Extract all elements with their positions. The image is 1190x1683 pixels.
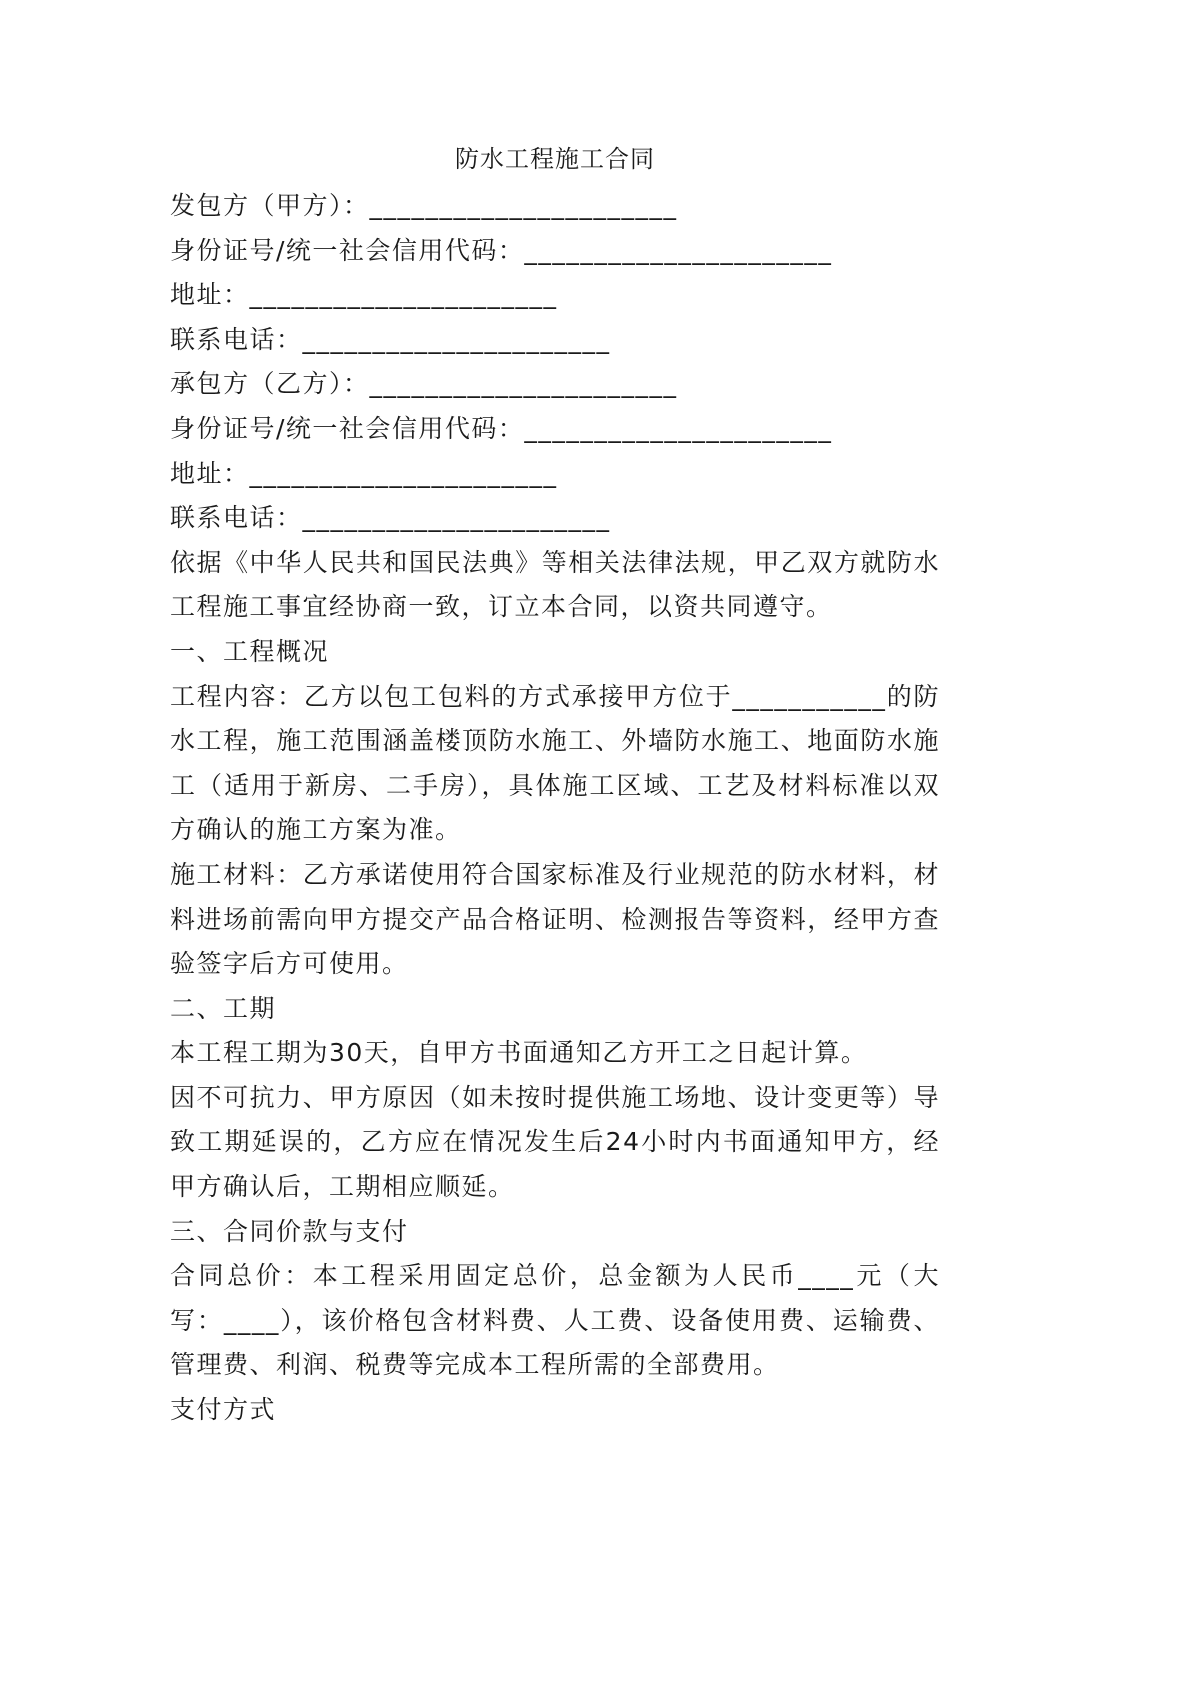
section-heading: 二、工期 [170, 993, 277, 1023]
party-a-name-field: 发包方（甲方）：______________________ [170, 191, 678, 220]
party-b-phone-field: 联系电话：______________________ [170, 503, 611, 533]
section-paragraph: 因不可抗力、甲方原因（如未按时提供施工场地、设计变更等）导致工期延误的，乙方应在情况发生后24小时内书面通知甲方，经甲方确认后，工期相应顺延。 [170, 1082, 940, 1202]
preamble-paragraph: 依据《中华人民共和国民法典》等相关法律法规，甲乙双方就防水工程施工事宜经协商一致，订立本合同，以资共同遵守。 [170, 547, 940, 622]
section-paragraph: 工程内容：乙方以包工包料的方式承接甲方位于___________的防水工程，施工范围涵盖楼顶防水施工、外墙防水施工、地面防水施工（适用于新房、二手房），具体施工区域、工艺及材料标准以双方确认的施工方案为准。 [170, 681, 940, 845]
section-paragraph: 支付方式 [170, 1395, 277, 1425]
party-b-id-field: 身份证号/统一社会信用代码：______________________ [170, 413, 833, 443]
party-b-address-field: 地址：______________________ [170, 458, 558, 488]
section-paragraph: 施工材料：乙方承诺使用符合国家标准及行业规范的防水材料，材料进场前需向甲方提交产品合格证明、检测报告等资料，经甲方查验签字后方可使用。 [170, 859, 940, 979]
party-b-name-field: 承包方（乙方）：______________________ [170, 369, 678, 399]
section-paragraph: 合同总价：本工程采用固定总价，总金额为人民币____元（大写：____），该价格包含材料费、人工费、设备使用费、运输费、管理费、利润、税费等完成本工程所需的全部费用。 [170, 1261, 940, 1380]
party-a-id-field: 身份证号/统一社会信用代码：______________________ [170, 235, 833, 265]
party-a-phone-field: 联系电话：______________________ [170, 324, 611, 354]
party-a-address-field: 地址：______________________ [170, 280, 558, 310]
contract-page [170, 140, 940, 1433]
section-heading: 一、工程概况 [170, 636, 330, 666]
document-title: 防水工程施工合同 [455, 145, 655, 173]
section-paragraph: 本工程工期为30天，自甲方书面通知乙方开工之日起计算。 [170, 1038, 868, 1068]
section-heading: 三、合同价款与支付 [170, 1216, 409, 1246]
